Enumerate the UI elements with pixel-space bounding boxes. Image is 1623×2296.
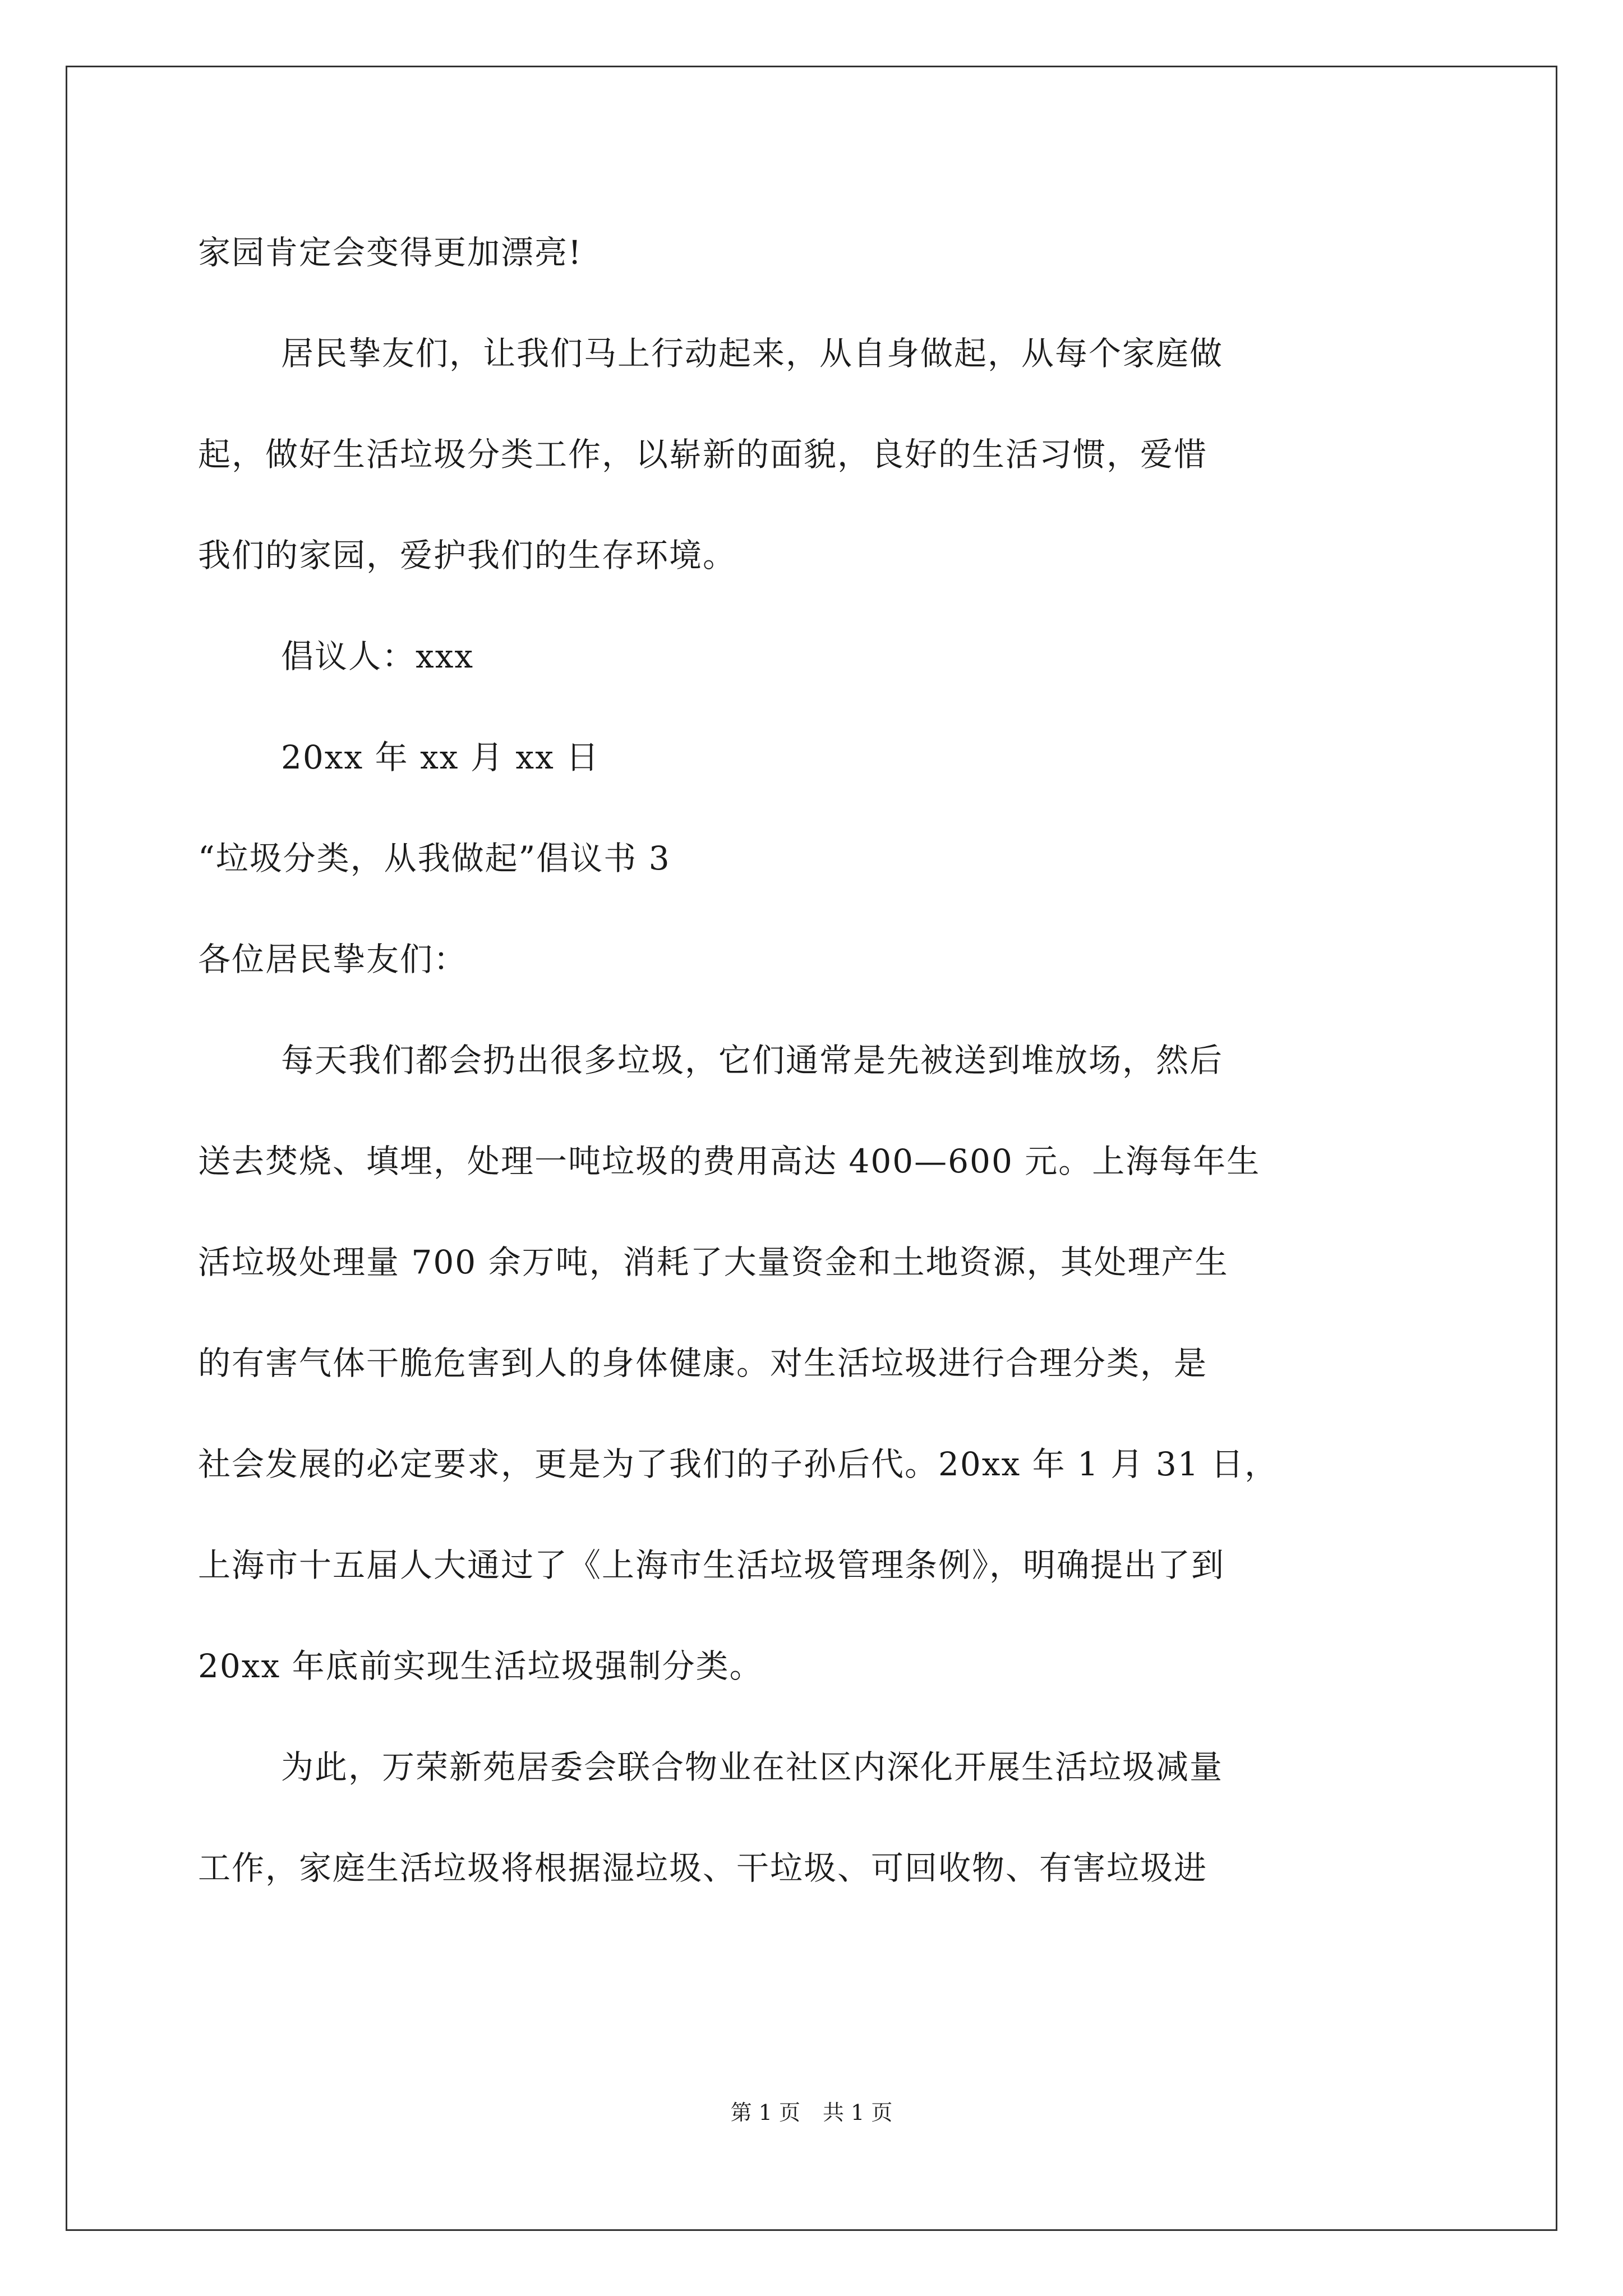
text-line-10: 送去焚烧、填埋，处理一吨垃圾的费用高达 400—600 元。上海每年生 [198,1142,1261,1180]
text-line-16: 为此，万荣新苑居委会联合物业在社区内深化开展生活垃圾减量 [281,1748,1224,1786]
date-line: 20xx 年 xx 月 xx 日 [281,738,600,776]
text-line-4: 我们的家园，爱护我们的生存环境。 [198,536,737,574]
section-title: “垃圾分类，从我做起”倡议书 3 [198,839,671,877]
document-body [198,202,1454,1918]
text-line-12: 的有害气体干脆危害到人的身体健康。对生活垃圾进行合理分类，是 [198,1344,1208,1382]
text-line-3: 起，做好生活垃圾分类工作，以崭新的面貌，良好的生活习惯，爱惜 [198,435,1208,473]
text-line-11: 活垃圾处理量 700 余万吨，消耗了大量资金和土地资源，其处理产生 [198,1243,1229,1281]
signatory-line: 倡议人：xxx [281,637,474,675]
page-footer [0,2095,1623,2126]
text-line-2: 居民挚友们，让我们马上行动起来，从自身做起，从每个家庭做 [281,334,1224,372]
page-total: 共 1 页 [823,2100,893,2125]
text-line-17: 工作，家庭生活垃圾将根据湿垃圾、干垃圾、可回收物、有害垃圾进 [198,1849,1208,1887]
salutation: 各位居民挚友们： [198,940,468,978]
text-line-1: 家园肯定会变得更加漂亮! [198,233,583,272]
text-line-9: 每天我们都会扔出很多垃圾，它们通常是先被送到堆放场，然后 [281,1041,1224,1079]
text-line-15: 20xx 年底前实现生活垃圾强制分类。 [198,1647,763,1685]
text-line-13: 社会发展的必定要求，更是为了我们的子孙后代。20xx 年 1 月 31 日， [198,1445,1279,1483]
text-line-14: 上海市十五届人大通过了《上海市生活垃圾管理条例》，明确提出了到 [198,1546,1225,1584]
page-number: 第 1 页 [730,2100,800,2125]
